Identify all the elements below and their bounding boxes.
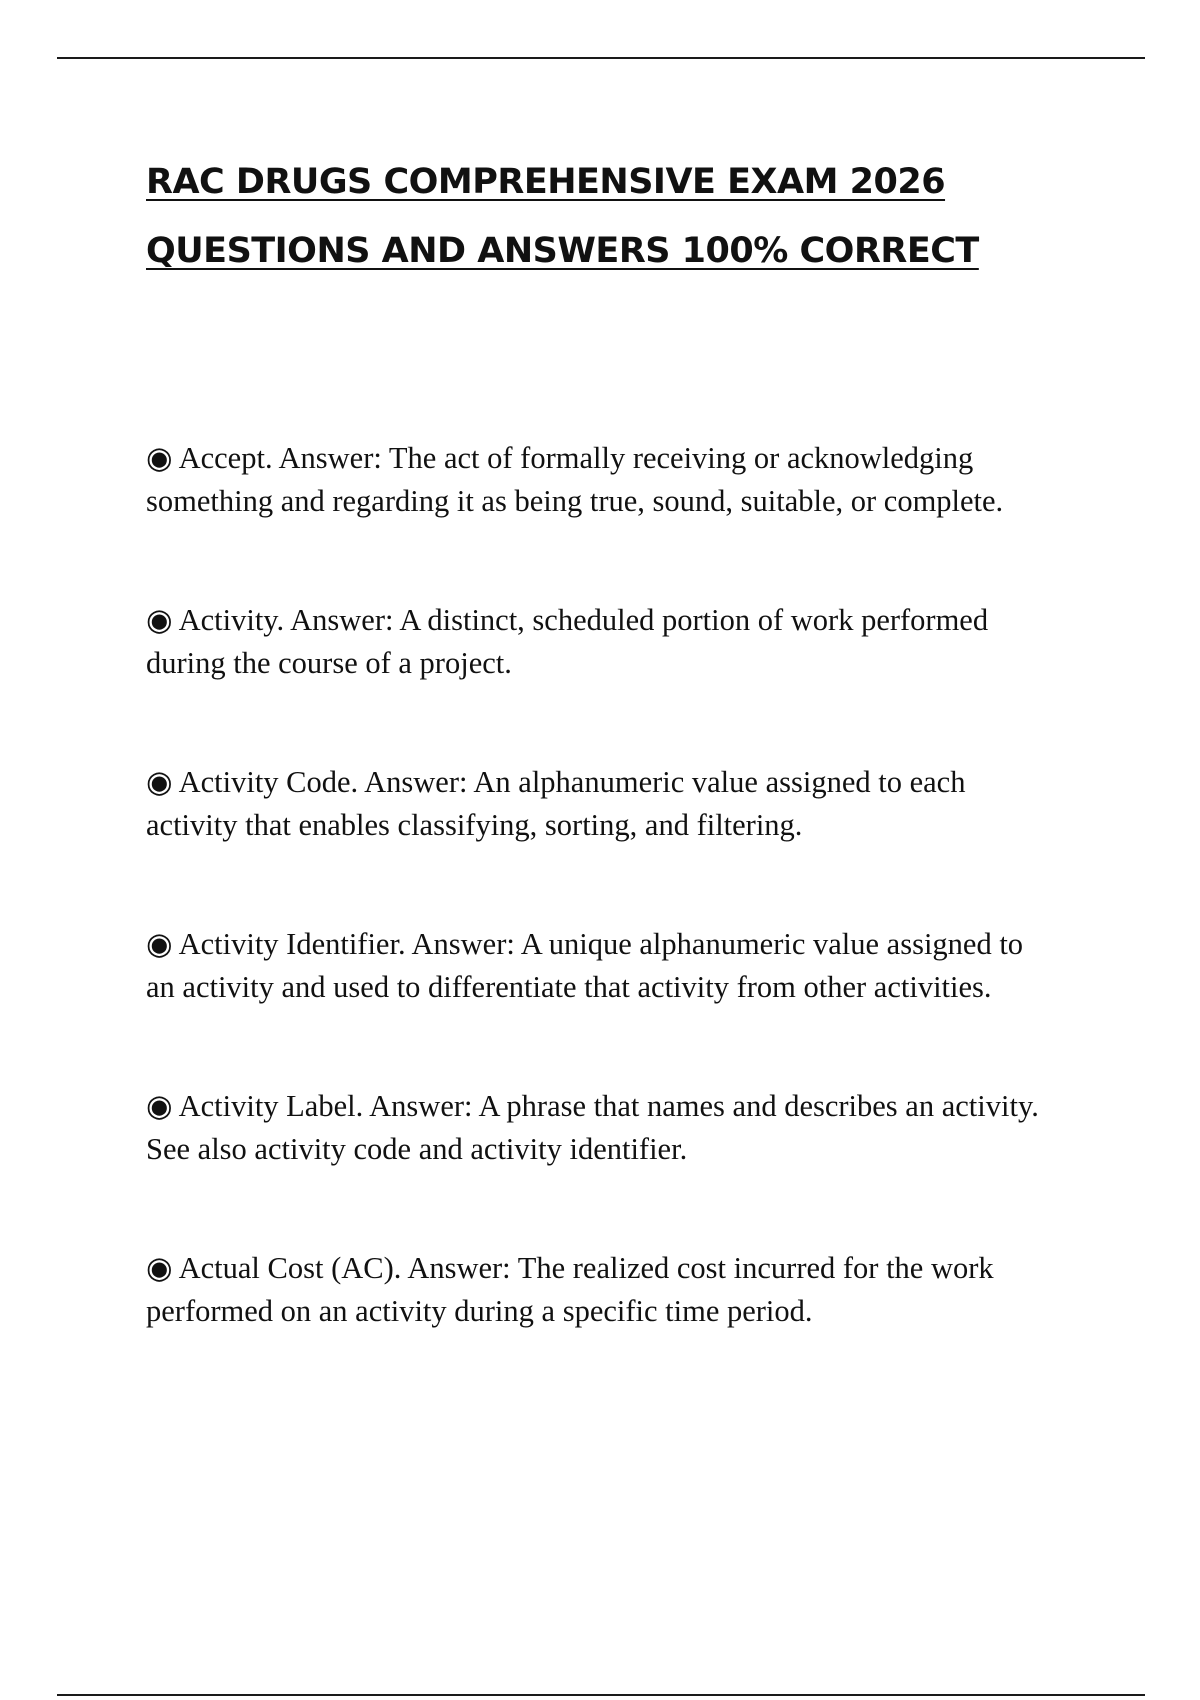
qa-entry-activity — [146, 599, 1106, 685]
entry-line — [146, 437, 1106, 480]
document-title — [146, 148, 1106, 286]
entry-line: something and regarding it as being true, sound, suitable, or complete. — [146, 484, 1004, 518]
qa-entry-accept — [146, 437, 1106, 523]
entry-line — [146, 1247, 1106, 1290]
qa-entry-activity-identifier — [146, 923, 1106, 1009]
bullet-icon: ◉ — [146, 603, 173, 637]
entry-text: Activity Code. Answer: An alphanumeric value assigned to each — [178, 765, 966, 799]
entry-line: performed on an activity during a specific time period. — [146, 1294, 813, 1328]
entry-text: Activity Identifier. Answer: A unique alphanumeric value assigned to — [178, 927, 1024, 961]
entry-text: Activity Label. Answer: A phrase that names and describes an activity. — [178, 1089, 1039, 1123]
entry-line: an activity and used to differentiate that activity from other activities. — [146, 970, 992, 1004]
entry-text: Activity. Answer: A distinct, scheduled portion of work performed — [178, 603, 989, 637]
bullet-icon: ◉ — [146, 441, 173, 475]
qa-entry-actual-cost — [146, 1247, 1106, 1333]
bullet-icon: ◉ — [146, 927, 173, 961]
qa-entry-activity-code — [146, 761, 1106, 847]
title-line-2: QUESTIONS AND ANSWERS 100% CORRECT — [146, 231, 979, 271]
top-divider — [57, 57, 1145, 59]
entry-line: during the course of a project. — [146, 646, 512, 680]
title-line-1: RAC DRUGS COMPREHENSIVE EXAM 2026 — [146, 162, 946, 202]
entry-line — [146, 599, 1106, 642]
qa-entry-activity-label — [146, 1085, 1106, 1171]
entry-line: activity that enables classifying, sorting, and filtering. — [146, 808, 803, 842]
entry-text: Accept. Answer: The act of formally receiving or acknowledging — [178, 441, 974, 475]
entry-line — [146, 923, 1106, 966]
qa-list — [146, 437, 1106, 1409]
bottom-divider — [57, 1694, 1145, 1696]
entry-line: See also activity code and activity identifier. — [146, 1132, 688, 1166]
bullet-icon: ◉ — [146, 765, 173, 799]
entry-line — [146, 761, 1106, 804]
bullet-icon: ◉ — [146, 1251, 173, 1285]
entry-line — [146, 1085, 1106, 1128]
bullet-icon: ◉ — [146, 1089, 173, 1123]
entry-text: Actual Cost (AC). Answer: The realized cost incurred for the work — [178, 1251, 994, 1285]
